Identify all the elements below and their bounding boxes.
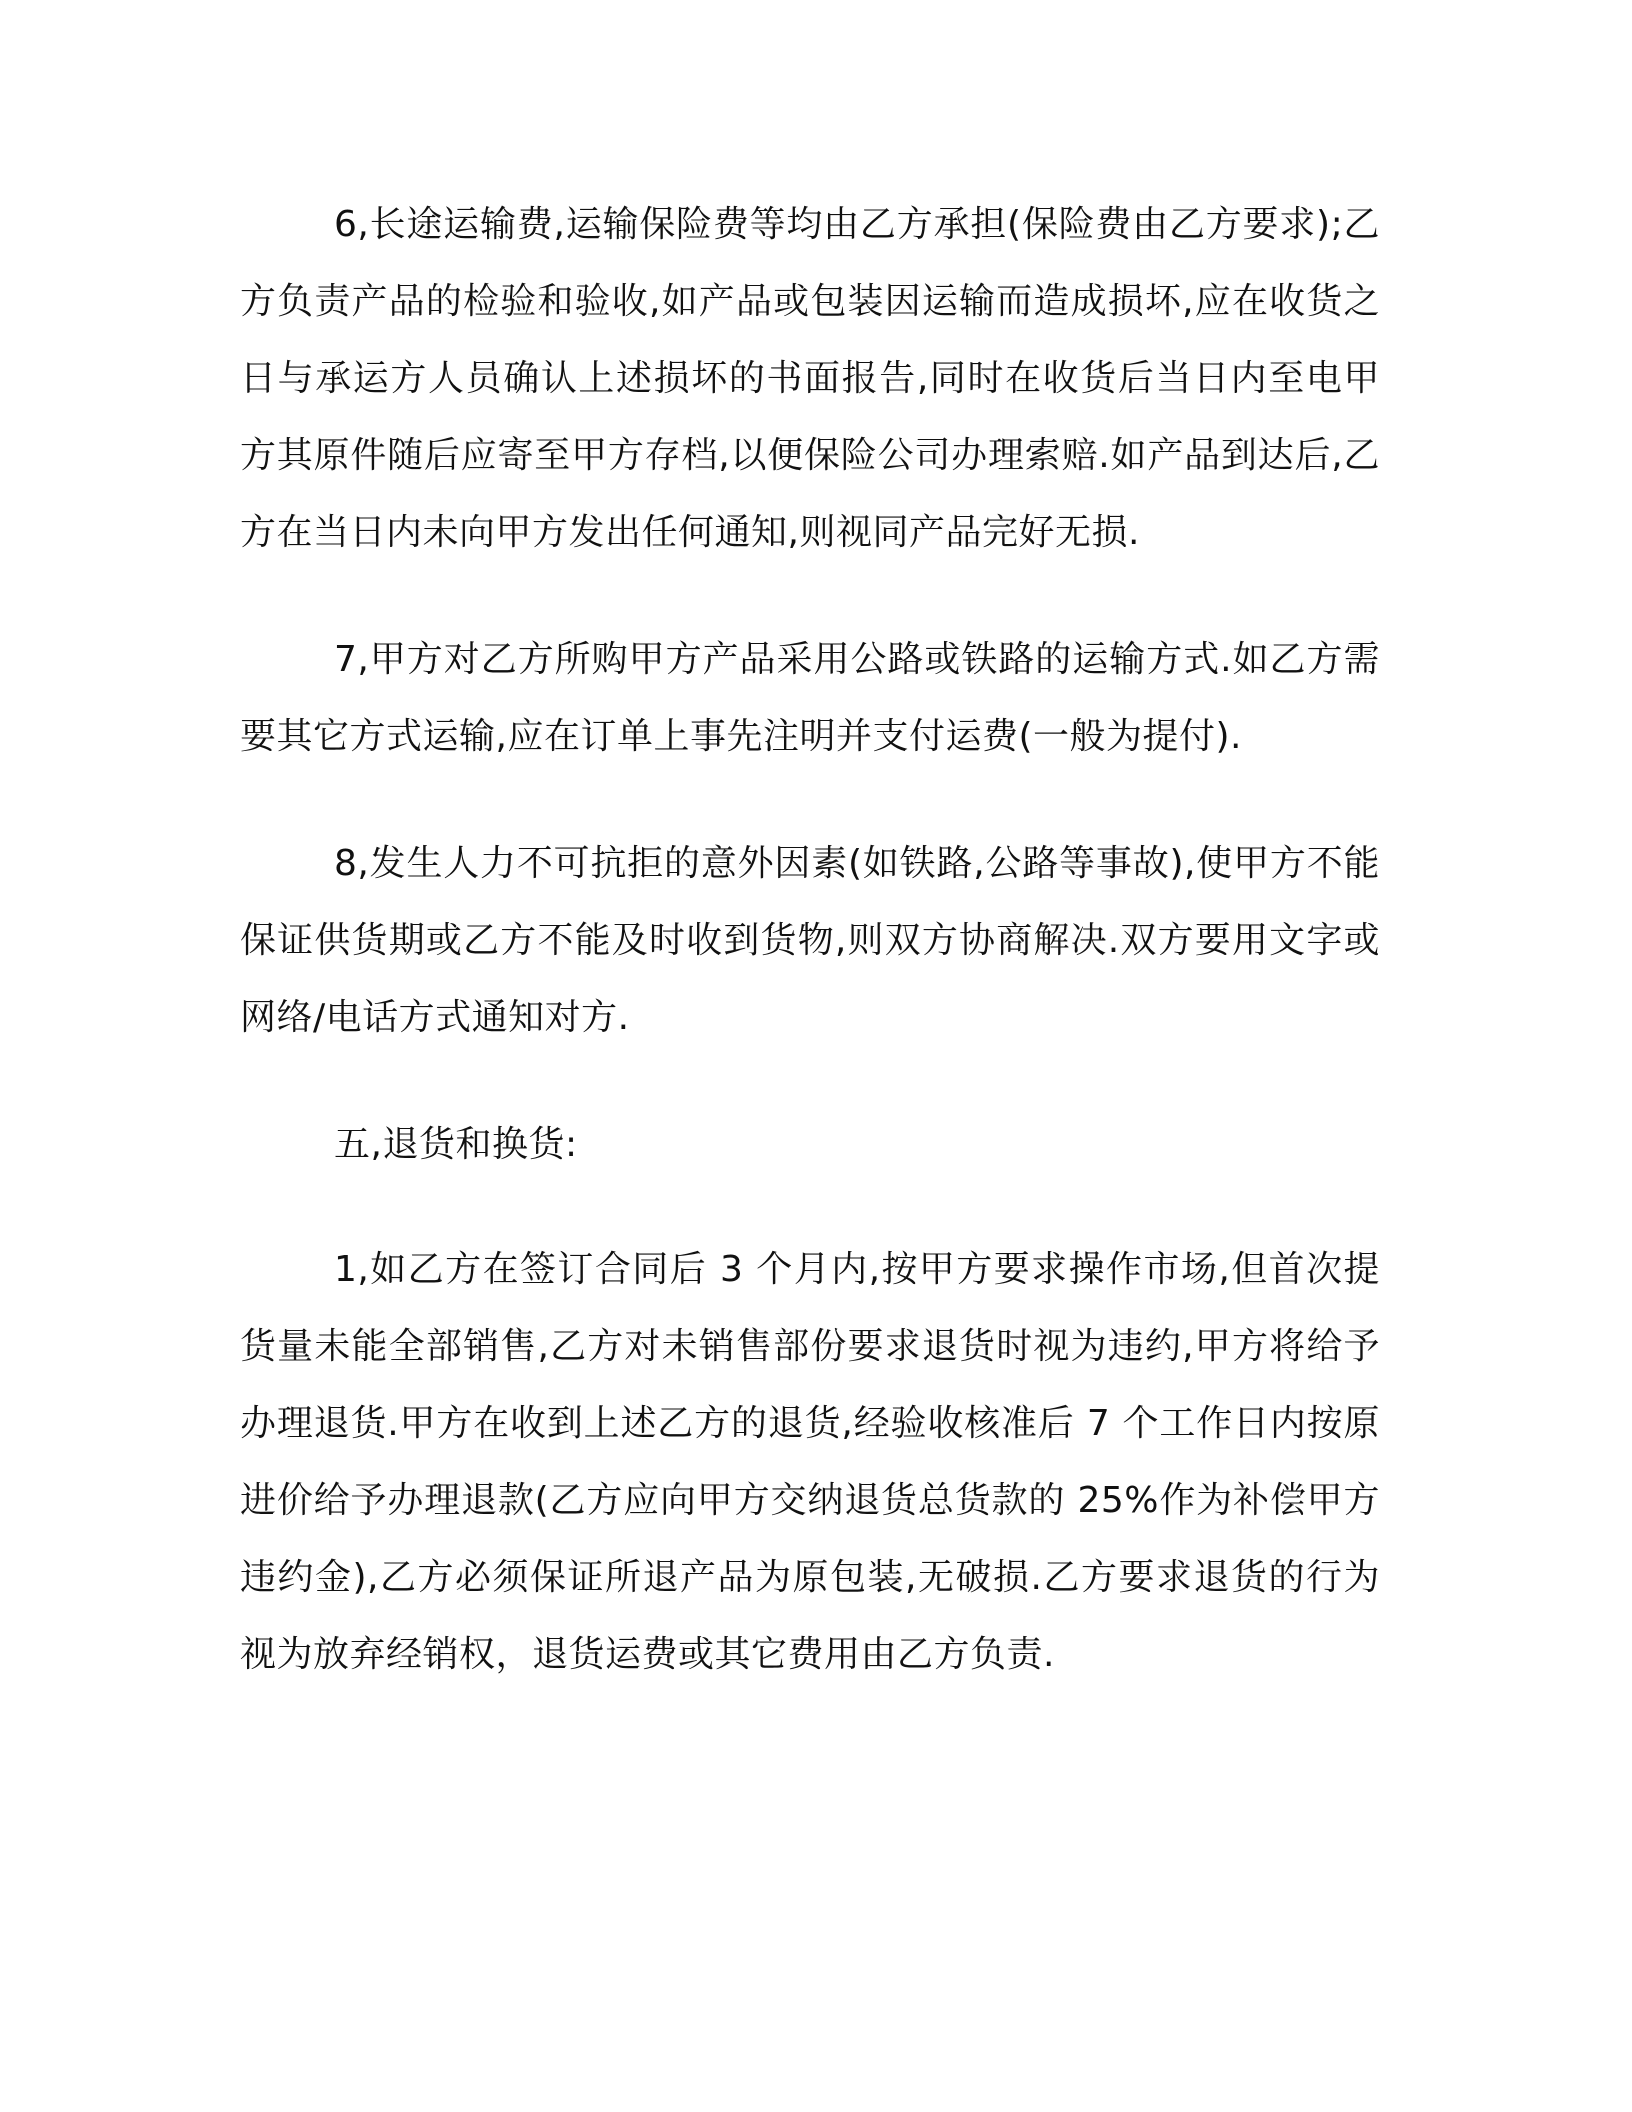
paragraph-clause-8: 8,发生人力不可抗拒的意外因素(如铁路,公路等事故),使甲方不能保证供货期或乙方不能及时收到货物,则双方协商解决.双方要用文字或网络/电话方式通知对方.: [240, 843, 1380, 1038]
document-body: [240, 186, 1380, 1693]
paragraph-clause-7: 7,甲方对乙方所购甲方产品采用公路或铁路的运输方式.如乙方需要其它方式运输,应在订单上事先注明并支付运费(一般为提付).: [240, 639, 1380, 757]
section-heading-returns: 五,退货和换货:: [334, 1124, 578, 1165]
paragraph-clause-6: 6,长途运输费,运输保险费等均由乙方承担(保险费由乙方要求);乙方负责产品的检验和验收,如产品或包装因运输而造成损坏,应在收货之日与承运方人员确认上述损坏的书面报告,同时在收货后当日内至电甲方其原件随后应寄至甲方存档,以便保险公司办理索赔.如产品到达后,乙方在当日内未向甲方发出任何通知,则视同产品完好无损.: [240, 204, 1380, 553]
paragraph-returns-clause-1: 1,如乙方在签订合同后 3 个月内,按甲方要求操作市场,但首次提货量未能全部销售,乙方对未销售部份要求退货时视为违约,甲方将给予办理退货.甲方在收到上述乙方的退货,经验收核准后 7 个工作日内按原进价给予办理退款(乙方应向甲方交纳退货总货款的 25%作为补偿甲方违约金),乙方必须保证所退产品为原包装,无破损.乙方要求退货的行为视为放弃经销权，退货运费或其它费用由乙方负责.: [240, 1249, 1380, 1675]
